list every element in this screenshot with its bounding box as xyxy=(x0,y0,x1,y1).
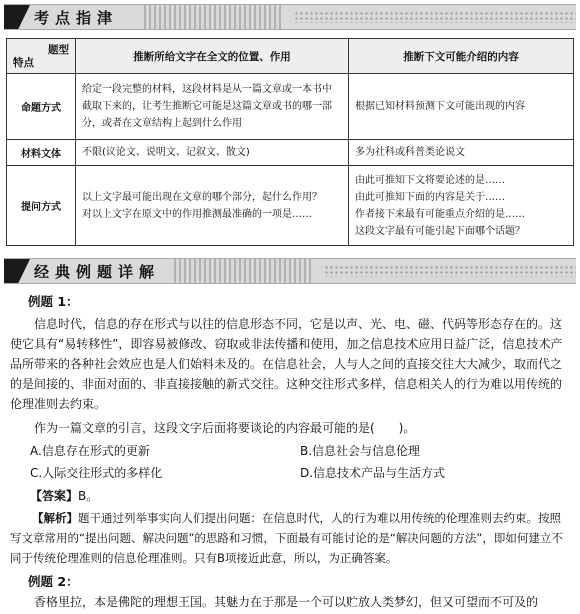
table-cell xyxy=(349,166,574,246)
answer-value: B。 xyxy=(78,489,99,503)
col1-header: 推断所给文字在全文的位置、作用 xyxy=(76,39,349,74)
decorative-dots xyxy=(294,11,576,23)
analysis-text: 题干通过列举事实向人们提出问题：在信息时代，人的行为难以用传统的伦理准则去约束。按照写文章常用的“提出问题、解决问题”的思路和习惯，下面最有可能讨论的是“解决问题的方法”，即如何建立不同于传统伦理准则的信息伦理准则。只有B项接近此意，所以，为正确答案。 xyxy=(10,511,563,565)
cell-line: 不限(议论文、说明文、记叙文、散文) xyxy=(82,147,250,158)
option-b: B.信息社会与信息伦理 xyxy=(300,444,421,458)
answer-line xyxy=(30,486,580,506)
row-label: 材料文体 xyxy=(7,140,76,166)
table-row xyxy=(7,140,574,166)
option-c: C.人际交往形式的多样化 xyxy=(30,466,163,480)
cell-line: 这段文字最有可能引起下面哪个话题？ xyxy=(355,225,525,237)
example-label: 例题 2： xyxy=(28,574,79,589)
table-row xyxy=(7,74,574,140)
cell-line: 给定一段完整的材料，这段材料是从一篇文章或一本书中 xyxy=(82,84,332,95)
cell-line: 作者接下来最有可能重点介绍的是…… xyxy=(355,208,525,220)
corner-top-label: 题型 xyxy=(48,44,69,56)
options-list xyxy=(30,442,550,486)
table-cell xyxy=(349,140,574,166)
section-header-bar xyxy=(4,258,576,284)
section-title: 经典例题详解 xyxy=(34,263,161,281)
option-d: D.信息技术产品与生活方式 xyxy=(300,466,446,480)
decorative-dots xyxy=(324,265,576,277)
cell-line: 分，或者在文章结构上起到什么作用 xyxy=(82,118,242,129)
spec-table xyxy=(6,38,574,246)
decorative-stripes xyxy=(144,5,284,29)
analysis-tag: 【解析】 xyxy=(32,511,78,525)
cell-line: 由此可推知下文将要论述的是…… xyxy=(355,174,505,186)
example-paragraph: 香格里拉，本是佛陀的理想王国。其魅力在于那是一个可以贮放人类梦幻，但又可望而不可及的 xyxy=(34,595,539,609)
example-paragraph: 信息时代，信息的存在形式与以往的信息形态不同，它是以声、光、电、磁、代码等形态存在的。这使它具有“易转移性”，即容易被修改、窃取或非法传播和使用，加之信息技术应用日益广泛，信息技术产品所带来的各种社会效应也是人们始料未及的。在信息社会，人与人之间的直接交往大大减少，取而代之的是间接的、非面对面的、非直接接触的新式交往。这种交往形式多样，信息相关人的行为难以用传统的伦理准则去约束。 xyxy=(10,317,563,411)
section-header-bar xyxy=(4,4,576,30)
table-row xyxy=(7,166,574,246)
section-title: 考点指津 xyxy=(34,9,119,27)
option-a: A.信息存在形式的更新 xyxy=(30,444,150,458)
row-label: 命题方式 xyxy=(7,74,76,140)
cell-line: 对以上文字在原文中的作用推测最准确的一项是…… xyxy=(82,208,312,220)
cell-line: 根据已知材料预测下文可能出现的内容 xyxy=(355,101,525,112)
table-cell xyxy=(76,140,349,166)
analysis-block xyxy=(10,508,572,568)
example-label: 例题 1： xyxy=(28,294,79,309)
cell-line: 多为社科或科普类论说文 xyxy=(355,147,465,158)
table-corner-cell xyxy=(7,39,76,74)
table-header-row xyxy=(7,39,574,74)
row-label: 提问方式 xyxy=(7,166,76,246)
col2-header: 推断下文可能介绍的内容 xyxy=(349,39,574,74)
cell-line: 由此可推知下面的内容是关于…… xyxy=(355,191,505,203)
decorative-stripes xyxy=(174,259,314,283)
table-cell xyxy=(76,166,349,246)
corner-bottom-label: 特点 xyxy=(13,57,34,69)
example-question: 作为一篇文章的引言，这段文字后面将要谈论的内容最可能的是( )。 xyxy=(34,421,416,435)
table-cell xyxy=(76,74,349,140)
table-cell xyxy=(349,74,574,140)
section-marker-icon xyxy=(4,259,30,283)
cell-line: 截取下来的，让考生推断它可能是这篇文章或书的哪一部 xyxy=(82,101,332,112)
answer-tag: 【答案】 xyxy=(30,489,79,503)
cell-line: 以上文字最可能出现在文章的哪个部分，起什么作用？ xyxy=(82,191,322,203)
section-marker-icon xyxy=(4,5,30,29)
